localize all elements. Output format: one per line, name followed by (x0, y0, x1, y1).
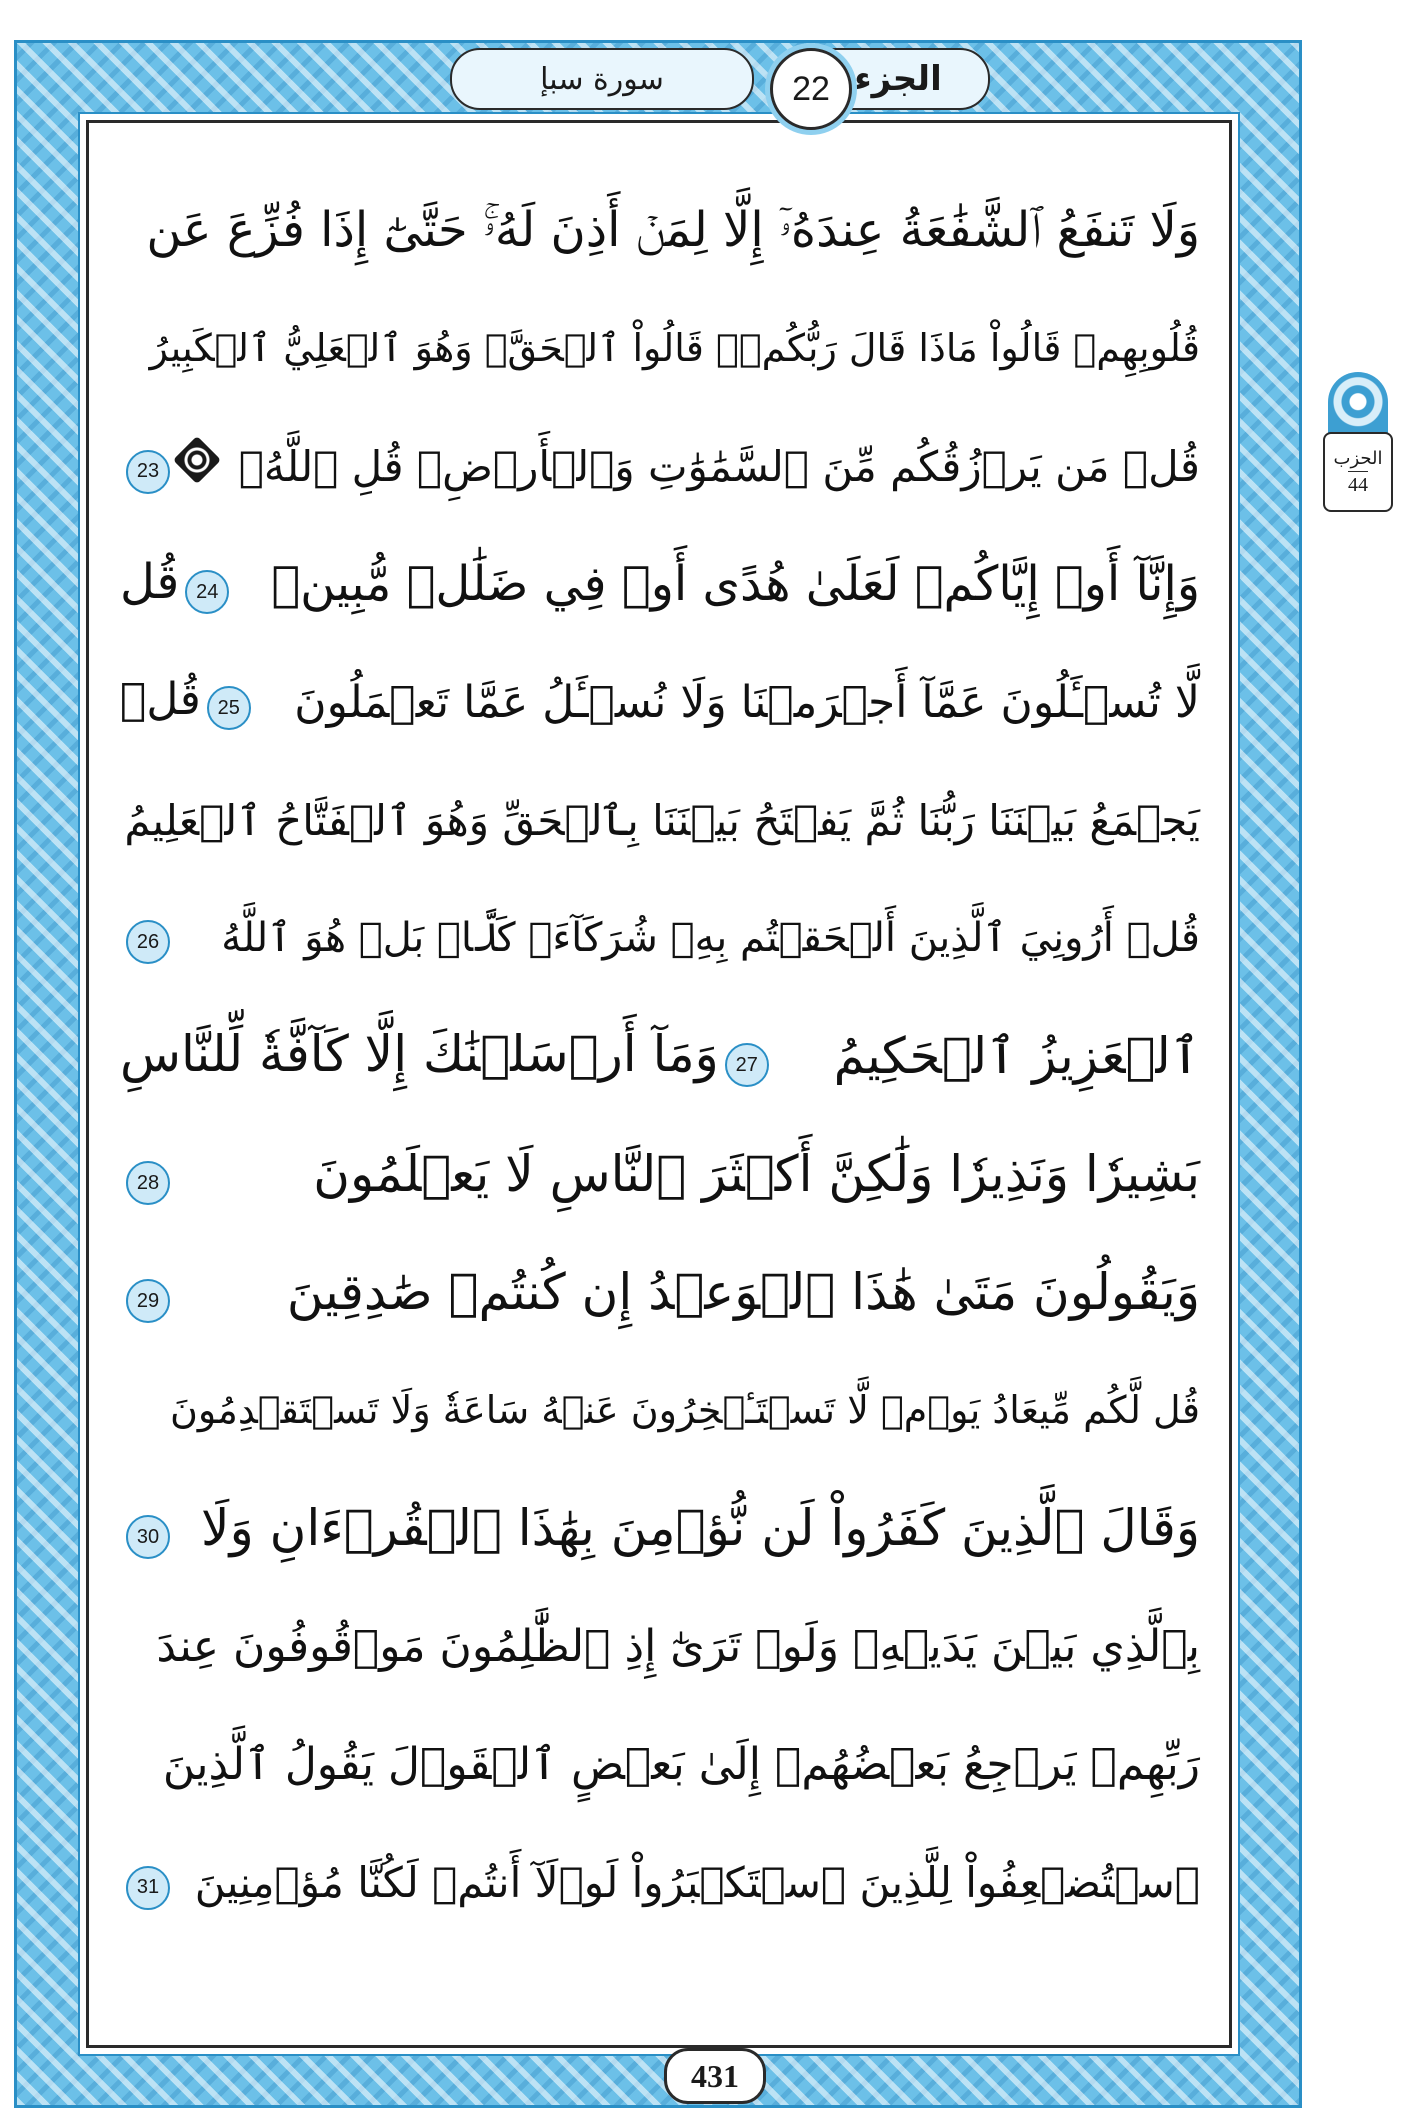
ayah-group (120, 1143, 176, 1206)
text-line (120, 652, 1200, 752)
ayah-group (120, 438, 218, 494)
hizb-marker (1322, 372, 1394, 512)
surah-name-badge (450, 48, 754, 110)
juz-number-medallion (770, 48, 852, 130)
ayah-number-marker: 25 (207, 686, 251, 730)
verse-text-continuation: قُلۡ (120, 673, 201, 725)
ayah-group (120, 912, 176, 965)
text-line (120, 416, 1200, 516)
verse-text: يَجۡمَعُ بَيۡنَنَا رَبُّنَا ثُمَّ يَفۡتَحُ بَيۡنَنَا بِٱلۡحَقِّ وَهُوَ ٱلۡفَتَّاحُ ٱلۡعَلِيمُ (124, 795, 1200, 845)
ayah-number-marker: 31 (126, 1866, 170, 1910)
page-header (450, 44, 990, 114)
quran-text (120, 180, 1200, 2040)
text-line (120, 1714, 1200, 1814)
ayah-group (120, 1025, 775, 1088)
ayah-group (120, 1261, 176, 1324)
text-line (120, 534, 1200, 634)
text-line (120, 298, 1200, 398)
verse-text-continuation: قُل (120, 553, 180, 610)
ayah-number-marker: 24 (185, 570, 229, 614)
ayah-group (120, 1497, 176, 1560)
hizb-ornament-icon (1328, 372, 1388, 438)
text-line (120, 770, 1200, 870)
verse-text: قُلُوبِهِمۡ قَالُواْ مَاذَا قَالَ رَبُّكُمۡۖ قَالُواْ ٱلۡحَقَّۖ وَهُوَ ٱلۡعَلِيُّ ٱلۡكَبِيرُ (149, 326, 1200, 370)
page-number: 431 (691, 2057, 739, 2094)
ayah-group (120, 554, 235, 615)
text-line (120, 1832, 1200, 1932)
verse-text: قُل لَّكُم مِّيعَادُ يَوۡمٖ لَّا تَسۡتَـٔۡخِرُونَ عَنۡهُ سَاعَةٗ وَلَا تَسۡتَقۡدِمُونَ (169, 1388, 1200, 1432)
page-number-badge (664, 2048, 766, 2104)
text-line (120, 1006, 1200, 1106)
verse-text: وَيَقُولُونَ مَتَىٰ هَٰذَا ٱلۡوَعۡدُ إِن كُنتُمۡ صَٰدِقِينَ (286, 1263, 1200, 1321)
verse-text: وَلَا تَنفَعُ ٱلشَّفَٰعَةُ عِندَهُۥٓ إِلَّا لِمَنۡ أَذِنَ لَهُۥۚ حَتَّىٰٓ إِذَا فُزِّعَ عَن (146, 201, 1200, 258)
verse-text: بَشِيرٗا وَنَذِيرٗا وَلَٰكِنَّ أَكۡثَرَ ٱلنَّاسِ لَا يَعۡلَمُونَ (313, 1145, 1200, 1203)
ayah-number-marker: 23 (126, 450, 170, 494)
hizb-box (1323, 432, 1393, 512)
verse-text: وَقَالَ ٱلَّذِينَ كَفَرُواْ لَن نُّؤۡمِنَ بِهَٰذَا ٱلۡقُرۡءَانِ وَلَا (201, 1499, 1200, 1557)
text-line (120, 1478, 1200, 1578)
ayah-number-marker: 27 (725, 1043, 769, 1087)
ayah-number-marker: 28 (126, 1161, 170, 1205)
text-line (120, 888, 1200, 988)
surah-name: سورة سبإ (540, 61, 664, 97)
ayah-number-marker: 30 (126, 1515, 170, 1559)
ayah-group (120, 674, 257, 731)
verse-text: ٱسۡتُضۡعِفُواْ لِلَّذِينَ ٱسۡتَكۡبَرُواْ لَوۡلَآ أَنتُمۡ لَكُنَّا مُؤۡمِنِينَ (194, 1857, 1200, 1907)
ayah-group (120, 1854, 176, 1910)
verse-text: قُلۡ أَرُونِيَ ٱلَّذِينَ أَلۡحَقۡتُم بِهِۦ شُرَكَآءَۖ كَلَّاۚ بَلۡ هُوَ ٱللَّهُ (221, 915, 1200, 961)
text-line (120, 1242, 1200, 1342)
hizb-number: 44 (1348, 471, 1368, 497)
verse-text: لَّا تُسۡـَٔلُونَ عَمَّآ أَجۡرَمۡنَا وَلَا نُسۡـَٔلُ عَمَّا تَعۡمَلُونَ (294, 676, 1200, 728)
verse-text: قُلۡ مَن يَرۡزُقُكُم مِّنَ ٱلسَّمَٰوَٰتِ وَٱلۡأَرۡضِۖ قُلِ ٱللَّهُۖ (238, 441, 1200, 491)
text-line (120, 1124, 1200, 1224)
juz-number: 22 (792, 69, 830, 108)
text-line (120, 1360, 1200, 1460)
verse-text: رَبِّهِمۡ يَرۡجِعُ بَعۡضُهُمۡ إِلَىٰ بَعۡضٍ ٱلۡقَوۡلَ يَقُولُ ٱلَّذِينَ (162, 1738, 1200, 1790)
verse-text: بِٱلَّذِي بَيۡنَ يَدَيۡهِۗ وَلَوۡ تَرَىٰٓ إِذِ ٱلظَّٰلِمُونَ مَوۡقُوفُونَ عِندَ (156, 1620, 1200, 1672)
text-line (120, 180, 1200, 280)
verse-text: وَإِنَّآ أَوۡ إِيَّاكُمۡ لَعَلَىٰ هُدًى أَوۡ فِي ضَلَٰلٖ مُّبِينٖ (271, 556, 1200, 612)
ayah-number-marker: 26 (126, 920, 170, 964)
text-line (120, 1596, 1200, 1696)
juz-label: الجزء (854, 59, 942, 99)
ayah-number-marker: 29 (126, 1279, 170, 1323)
hizb-label: الحزب (1333, 447, 1383, 469)
verse-text-continuation: وَمَآ أَرۡسَلۡنَٰكَ إِلَّا كَآفَّةٗ لِّلنَّاسِ (120, 1024, 719, 1083)
sajdah-mark-icon (173, 436, 221, 484)
verse-text: ٱلۡعَزِيزُ ٱلۡحَكِيمُ (833, 1027, 1200, 1085)
